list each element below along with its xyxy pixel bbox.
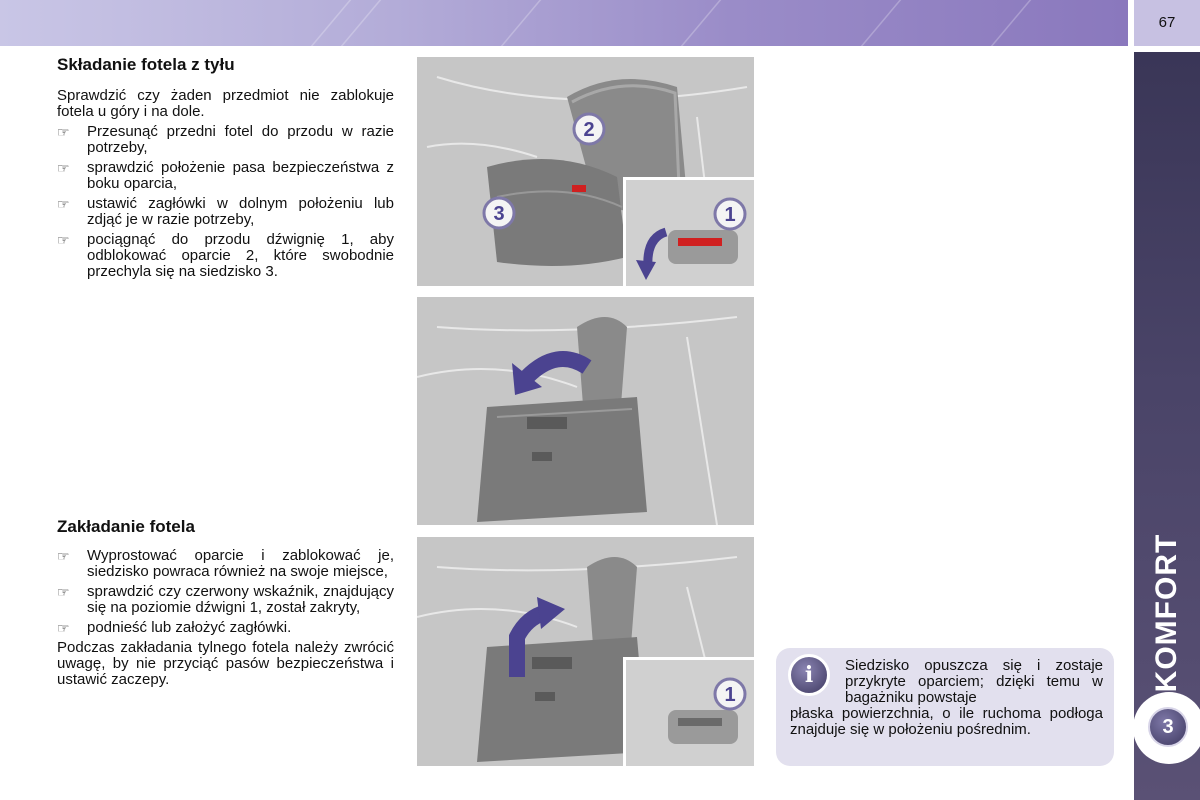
pointing-hand-icon: ☞ xyxy=(57,548,70,564)
list-item: ☞ Przesunąć przedni fotel do przodu w razie potrzeby, xyxy=(57,123,394,156)
pointing-hand-icon: ☞ xyxy=(57,196,70,212)
pointing-hand-icon: ☞ xyxy=(57,160,70,176)
info-text xyxy=(790,658,1103,738)
callout-2: 2 xyxy=(583,119,595,141)
page-number: 67 xyxy=(1158,14,1176,31)
figure-seat-folding xyxy=(417,297,754,525)
callout-3: 3 xyxy=(493,203,505,225)
chapter-number: 3 xyxy=(1148,707,1188,747)
section-folding-text xyxy=(57,88,394,280)
pointing-hand-icon: ☞ xyxy=(57,124,70,140)
lever-callout-1-closed: 1 xyxy=(724,684,736,706)
list-item: ☞ sprawdzić czy czerwony wskaźnik, znajdujący się na poziomie dźwigni 1, został zakryty, xyxy=(57,583,394,616)
chapter-badge xyxy=(1133,692,1200,764)
pointing-hand-icon: ☞ xyxy=(57,620,70,636)
lever-inset xyxy=(623,177,754,286)
outro-paragraph: Podczas zakładania tylnego fotela należy zwrócić uwagę, by nie przyciąć pasów bezpieczeństwa i ustawić zaczepy. xyxy=(57,639,394,688)
info-text-first: Siedzisko opuszcza się i zostaje przykryte oparciem; dzięki temu w bagażniku powstaje xyxy=(845,657,1103,706)
info-icon: i xyxy=(788,654,830,696)
intro-paragraph: Sprawdzić czy żaden przedmiot nie zablokuje fotela u góry i na dole. xyxy=(57,87,394,120)
figure-seat-refitting xyxy=(417,537,754,766)
info-text-rest: płaska powierzchnia, o ile ruchoma podłoga znajduje się w położeniu pośrednim. xyxy=(790,705,1103,738)
figure-seat-upright xyxy=(417,57,754,286)
header-band xyxy=(0,0,1128,46)
list-item: ☞ podnieść lub założyć zagłówki. xyxy=(57,619,292,636)
list-item: ☞ ustawić zagłówki w dolnym położeniu lub zdjąć je w razie potrzeby, xyxy=(57,195,394,228)
lever-inset-closed xyxy=(623,657,754,766)
lever-callout-1: 1 xyxy=(724,204,736,226)
list-item: ☞ Wyprostować oparcie i zablokować je, siedzisko powraca również na swoje miejsce, xyxy=(57,547,394,580)
section-title-folding: Składanie fotela z tyłu xyxy=(57,55,235,74)
pointing-hand-icon: ☞ xyxy=(57,232,70,248)
list-item: ☞ pociągnąć do przodu dźwignię 1, aby odblokować oparcie 2, które swobodnie przechyla się na siedzisko 3. xyxy=(57,231,394,280)
chapter-title: KOMFORT xyxy=(1150,533,1183,692)
list-item: ☞ sprawdzić położenie pasa bezpieczeństwa z boku oparcia, xyxy=(57,159,394,192)
pointing-hand-icon: ☞ xyxy=(57,584,70,600)
section-refitting-text xyxy=(57,544,394,688)
section-title-refitting: Zakładanie fotela xyxy=(57,517,195,536)
